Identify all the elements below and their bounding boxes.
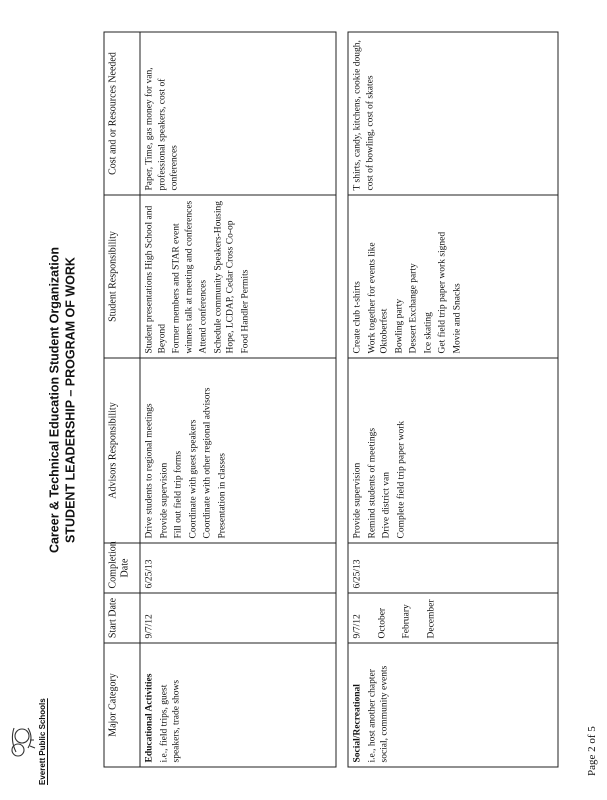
category-title: Educational Activities (144, 673, 155, 763)
program-of-work-sheet (44, 33, 584, 768)
list-item: Get field trip paper work signed (437, 231, 448, 354)
col-completion-date: Completion Date (104, 543, 140, 593)
category-detail: i.e., field trips, guest speakers, trade shows (159, 679, 182, 763)
cost-cell (140, 32, 336, 195)
advisor-cell (348, 358, 558, 543)
table-row (140, 32, 336, 767)
student-cell (140, 195, 336, 358)
col-major-category: Major Category (104, 643, 140, 767)
completion-date-cell (140, 543, 336, 593)
table-row (348, 32, 558, 767)
start-date: 9/7/12 (144, 614, 155, 639)
col-student-responsibility: Student Responsibility (104, 195, 140, 358)
header-title: Career & Technical Education Student Organization (47, 246, 62, 554)
start-date-cell (140, 593, 336, 643)
completion-date-cell (348, 543, 558, 593)
list-item: Coordinate with guest speakers (188, 419, 199, 539)
list-item: Former members and STAR event winners talk at meeting and conferences (171, 200, 195, 354)
start-date-cell (348, 593, 558, 643)
list-item: Fill out field trip forms (173, 450, 184, 539)
list-item: Drive students to regional meetings (144, 403, 155, 539)
page-number: Page 2 of 5 (586, 726, 598, 776)
list-item: Remind students of meetings (367, 427, 378, 539)
category-title: Social/Recreational (352, 684, 363, 763)
logo-text: Everett Public Schools (38, 698, 47, 786)
row-spacer (336, 32, 348, 767)
start-date: 9/7/12 (352, 614, 363, 639)
advisor-cell (140, 358, 336, 543)
list-item: Dessert Exchange party (408, 263, 419, 354)
list-item: Presentation in classes (217, 453, 228, 539)
list-item: Ice skating (423, 312, 434, 354)
col-start-date: Start Date (104, 593, 140, 643)
table-header-row (104, 32, 140, 767)
list-item: Movie and Snacks (452, 283, 463, 354)
header-subtitle: STUDENT LEADERSHIP – PROGRAM OF WORK (63, 257, 78, 543)
completion-date: 6/25/13 (352, 559, 363, 589)
completion-date: 6/25/13 (144, 559, 155, 589)
start-date: October (377, 607, 388, 639)
list-item: Work together for events like Oktoberfest (367, 242, 390, 354)
category-cell (140, 643, 336, 767)
list-item: Attend conferences (198, 279, 209, 354)
col-advisors-responsibility: Advisors Responsibility (104, 358, 140, 543)
student-cell (348, 195, 558, 358)
category-cell (348, 643, 558, 767)
list-item: Student presentations High School and Beyond (144, 205, 168, 354)
col-cost-resources: Cost and or Resources Needed (104, 32, 140, 195)
list-item: Provide supervision (352, 462, 363, 539)
list-item: Schedule community Speakers-Housing Hope, LCDAP, Cedar Cross Co-op (213, 200, 236, 354)
list-item: Create club t-shirts (352, 281, 363, 354)
list-item: Drive district van (381, 472, 392, 539)
list-item: Food Handler Permits (240, 269, 251, 354)
cost-cell (348, 32, 558, 195)
list-item: Complete field trip paper work (396, 420, 407, 539)
list-item: Bowling party (394, 298, 405, 354)
list-item: Provide supervision (159, 462, 170, 539)
start-date: December (426, 599, 437, 639)
document-header (44, 33, 104, 768)
cost-text: Paper, Time, gas money for van, professional speakers, cost of conferences (144, 67, 180, 191)
category-detail: i.e., host another chapter social, community events (367, 665, 390, 763)
cost-text: T shirts, candy, kitchens, cookie dough, cost of bowling, cost of skates (352, 40, 376, 191)
program-table (104, 32, 559, 768)
start-date: February (401, 604, 412, 639)
list-item: Coordinate with other regional advisors (202, 387, 213, 539)
